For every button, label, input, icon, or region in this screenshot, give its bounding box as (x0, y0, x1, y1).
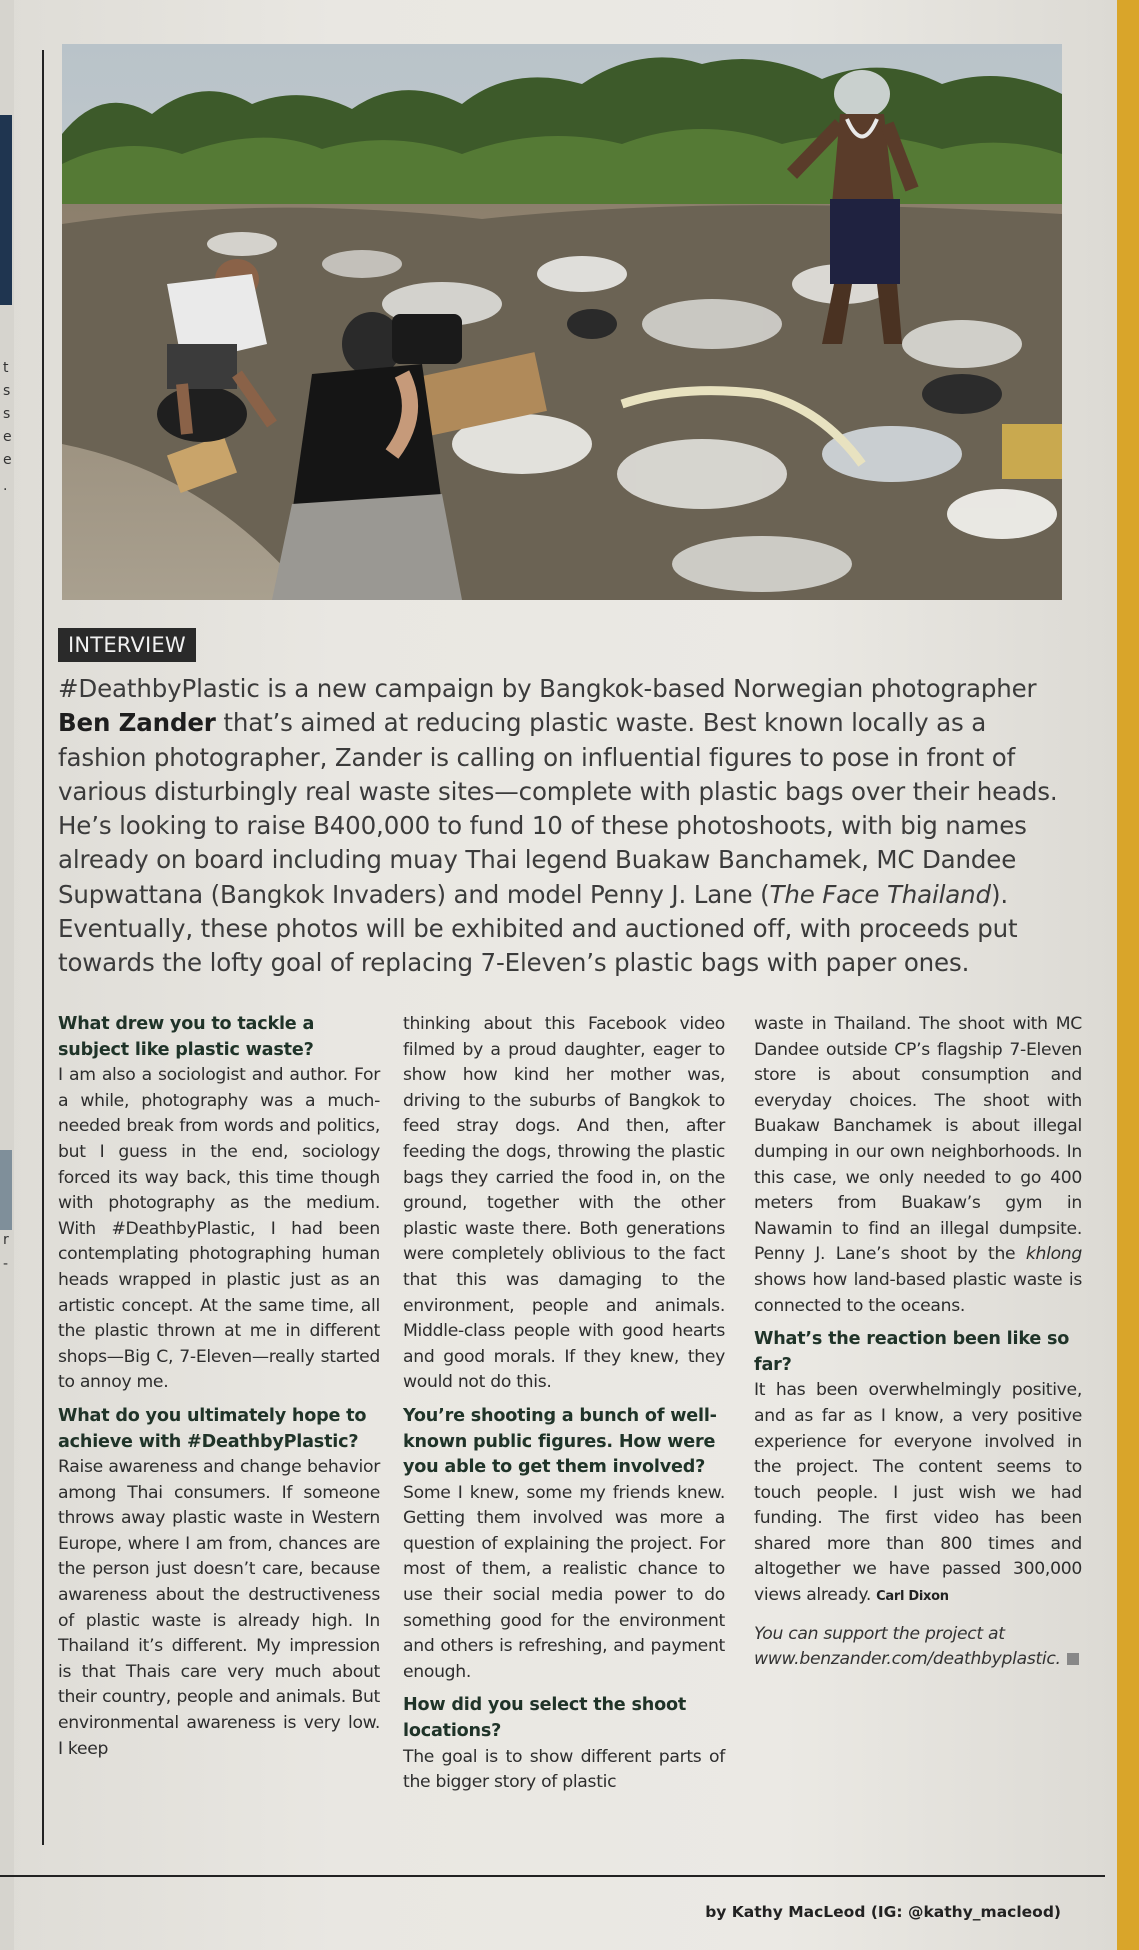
strip-letter: - (3, 1256, 9, 1272)
strip-letter: e (3, 429, 12, 445)
adjacent-page-image-2 (0, 1150, 12, 1230)
answer-text: waste in Thailand. The shoot with MC Dandee outside CP’s flagship 7-Eleven store is about consumption and everyday choices. The shoot with Buakaw Banchamek is about illegal dumping in our own neighborhoods. In this case, we only needed to go 400 meters from Buakaw’s gym in Nawamin to find an illegal dumpsite. Penny J. Lane’s shoot by the (754, 1014, 1082, 1265)
adjacent-page-strip (0, 0, 14, 1950)
end-of-article-mark (1067, 1653, 1079, 1665)
article-column-2 (403, 1012, 725, 1796)
question-heading: What drew you to tackle a subject like plastic waste? (58, 1014, 315, 1060)
strip-letter: e (3, 452, 12, 468)
question-heading: What do you ultimately hope to achieve with #DeathbyPlastic? (58, 1405, 367, 1452)
article-column-3 (754, 1012, 1082, 1673)
intro-text-3: ). Eventually, these photos will be exhibited and auctioned off, with proceeds put towards the lofty goal of replacing 7-Eleven’s plastic bags with paper ones. (58, 879, 1018, 978)
subject-name: Ben Zander (58, 708, 216, 738)
dumpsite-photo-illustration (62, 44, 1062, 600)
answer-paragraph: The goal is to show different parts of the bigger story of plastic (403, 1746, 725, 1793)
answer-paragraph: Some I knew, some my friends knew. Getting them involved was more a question of explaining the project. For most of them, a realistic chance to use their social media power to do something good for the environment and others is refreshing, and payment enough. (403, 1482, 725, 1682)
strip-letter: s (3, 406, 11, 422)
strip-letter: t (3, 360, 9, 376)
answer-paragraph (754, 1012, 1082, 1319)
strip-letter: r (3, 1232, 9, 1248)
answer-paragraph: I am also a sociologist and author. For a while, photography was a much-needed break from words and politics, but I guess in the end, sociology forced its way back, this time though with photography as the medium. With #DeathbyPlastic, I had been contemplating photographing human heads wrapped in plastic just as an artistic concept. At the same time, all the plastic thrown at me in different shops—Big C, 7-Eleven—really started to annoy me. (58, 1065, 380, 1393)
strip-letter: s (3, 383, 11, 399)
answer-paragraph: Raise awareness and change behavior among Thai consumers. If someone throws away plastic waste in Western Europe, where I am from, chances are the person just doesn’t care, because awareness about the destructiveness of plastic waste is already high. In Thailand it’s different. My impression is that Thais care very much about their country, people and animals. But environmental awareness is very low. I keep (58, 1457, 380, 1759)
answer-text: It has been overwhelmingly positive, and as far as I know, a very positive experience for everyone involved in the project. The content seems to touch people. I just wish we had funding. The first video has been shared more than 800 times and altogether we have passed 300,000 views already. (754, 1380, 1082, 1606)
answer-text: shows how land-based plastic waste is connected to the oceans. (754, 1269, 1082, 1316)
khlong-term: khlong (1025, 1244, 1082, 1265)
intro-text-2: that’s aimed at reducing plastic waste. Best known locally as a fashion photographer, Zander is calling on influential figures to pose in front of various disturbingly real waste sites—complete with plastic bags over their heads. He’s looking to raise B400,000 to fund 10 of these photoshoots, with big names already on board including muay Thai legend Buakaw Banchamek, MC Dandee Supwattana (Bangkok Invaders) and model Penny J. Lane ( (58, 708, 1058, 909)
answer-paragraph (754, 1378, 1082, 1609)
question-heading: You’re shooting a bunch of well-known public figures. How were you able to get them involved? (403, 1405, 717, 1478)
background-edge (1117, 0, 1139, 1950)
support-note (754, 1622, 1082, 1673)
question-heading: What’s the reaction been like so far? (754, 1329, 1070, 1375)
question-heading: How did you select the shoot locations? (403, 1695, 687, 1742)
section-kicker: INTERVIEW (58, 628, 196, 662)
strip-letter: . (3, 478, 8, 494)
intro-paragraph (58, 672, 1068, 981)
footer-rule (0, 1875, 1105, 1877)
author-credit: Carl Dixon (876, 1589, 949, 1605)
support-text: You can support the project at www.benzander.com/deathbyplastic. (754, 1623, 1061, 1670)
illustration-byline: by Kathy MacLeod (IG: @kathy_macleod) (705, 1903, 1061, 1921)
article-column-1 (58, 1012, 380, 1762)
show-title: The Face Thailand (769, 879, 991, 909)
dumpsite-photo (62, 44, 1062, 600)
adjacent-page-image (0, 115, 12, 305)
intro-text-1: #DeathbyPlastic is a new campaign by Bangkok-based Norwegian photographer (58, 674, 1037, 703)
column-rule (42, 50, 44, 1845)
answer-paragraph: thinking about this Facebook video filmed by a proud daughter, eager to show how kind her mother was, driving to the suburbs of Bangkok to feed stray dogs. And then, after feeding the dogs, throwing the plastic bags they carried the food in, on the ground, together with the other plastic waste there. Both generations were completely oblivious to the fact that this was damaging to the environment, people and animals. Middle-class people with good hearts and good morals. If they knew, they would not do this. (403, 1014, 725, 1393)
